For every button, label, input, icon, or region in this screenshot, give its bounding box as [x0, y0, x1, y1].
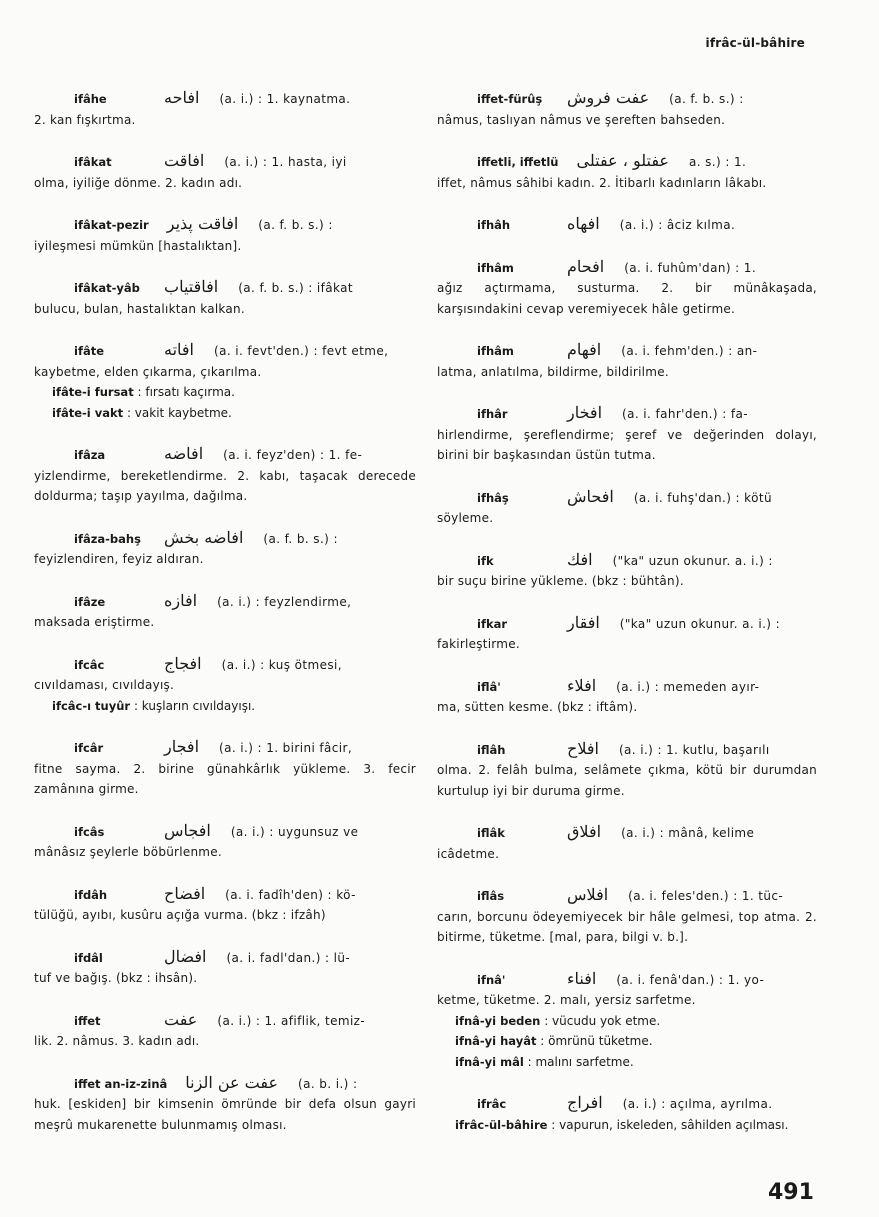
- entry-headword: iffet-fürûş: [477, 92, 543, 106]
- entry-headword: ifcâs: [74, 824, 105, 839]
- entry-headword: ifhâş: [477, 490, 509, 505]
- entry-definition: iffet, nâmus sâhibi kadın. 2. İtibarlı kadınların lâkabı.: [437, 175, 767, 190]
- entry-definition: ma, sütten kesme. (bkz : iftâm).: [437, 700, 638, 714]
- entry-arabic-script: افهاه: [567, 214, 600, 233]
- subentry-definition: : vücudu yok etme.: [544, 1013, 661, 1028]
- subentry-definition: : ömrünü tüketme.: [540, 1034, 653, 1048]
- dictionary-entry: [34, 654, 416, 717]
- entry-subentry: [455, 1011, 817, 1032]
- entry-grammar: (a. i.) : 1. kutlu, başarılı: [618, 742, 770, 757]
- entry-grammar: (a. i. feles'den.) : 1. tüc-: [628, 889, 784, 903]
- entry-lemma-line: [437, 257, 817, 279]
- entry-lemma-line: [34, 214, 416, 236]
- entry-lemma-line: [437, 88, 817, 110]
- entry-grammar: (a. i. fenâ'dan.) : 1. yo-: [616, 972, 765, 987]
- entry-definition: mânâsız şeylerle böbürlenme.: [34, 845, 222, 859]
- entry-headword: ifdâh: [74, 887, 108, 902]
- entry-lemma-line: [34, 821, 416, 843]
- entry-grammar: (a. f. b. s.) :: [258, 218, 333, 232]
- entry-headword: ifrâc: [477, 1097, 507, 1111]
- entry-arabic-script: افجار: [164, 737, 200, 756]
- entry-grammar: (a. i. fuhûm'dan) : 1.: [624, 260, 757, 275]
- entry-grammar: (a. i.) : açılma, ayrılma.: [622, 1097, 773, 1111]
- entry-definition: carın, borcunu ödeyemiyecek bir hâle gelmesi, top atma. 2. bitirme, tüketme. [mal, para, bilgi v. b.].: [437, 909, 817, 944]
- entry-arabic-script: افجاج: [164, 653, 202, 673]
- entry-definition: hirlendirme, şereflendirme; şeref ve değerinden dolayı, birini bir başkasından üstün tutma.: [437, 427, 817, 462]
- page-number: 491: [768, 1180, 814, 1205]
- entry-definition: tülüğü, ayıbı, kusûru açığa vurma. (bkz : ifzâh): [34, 908, 326, 922]
- entry-subentry: [52, 403, 416, 424]
- entry-lemma-line: [437, 969, 817, 991]
- entry-lemma-line: [34, 1010, 416, 1032]
- entry-grammar: (a. f. b. s.) :: [263, 531, 338, 546]
- entry-arabic-script: افاته: [164, 340, 194, 359]
- entry-subentry: [455, 1115, 817, 1136]
- entry-headword: iffet: [74, 1013, 101, 1028]
- entry-lemma-line: [437, 1093, 817, 1115]
- entry-lemma-line: [34, 444, 416, 466]
- entry-lemma-line: [437, 403, 817, 425]
- entry-grammar: (a. i.) : uygunsuz ve: [230, 824, 359, 839]
- dictionary-entry: [437, 822, 817, 864]
- entry-lemma-line: [34, 340, 416, 362]
- entry-lemma-line: [437, 613, 817, 635]
- entry-definition: bir suçu birine yükleme. (bkz : bühtân).: [437, 574, 684, 588]
- entry-headword: ifhâm: [477, 344, 514, 358]
- dictionary-entry: [34, 1073, 416, 1136]
- entry-lemma-line: [34, 528, 416, 550]
- entry-arabic-script: افاقت پذیر: [166, 214, 239, 233]
- subentry-headword: ifnâ-yi hayât: [455, 1034, 537, 1048]
- entry-arabic-script: افازه: [164, 590, 198, 610]
- entry-arabic-script: افاحه: [164, 88, 200, 107]
- running-header: ifrâc-ül-bâhire: [705, 36, 805, 50]
- entry-subentry: [52, 696, 416, 717]
- entry-headword: ifcâc: [74, 657, 105, 672]
- entry-definition: latma, anlatılma, bildirme, bildirilme.: [437, 364, 669, 379]
- dictionary-entry: [34, 947, 416, 989]
- entry-lemma-line: [437, 550, 817, 572]
- entry-headword: ifâze: [74, 594, 106, 609]
- entry-lemma-line: [34, 884, 416, 906]
- entry-subentry: [52, 382, 416, 403]
- entry-grammar: (a. b. i.) :: [298, 1076, 358, 1091]
- entry-definition: tuf ve bağış. (bkz : ihsân).: [34, 971, 198, 985]
- dictionary-entry: [437, 885, 817, 948]
- subentry-headword: ifrâc-ül-bâhire: [455, 1117, 548, 1132]
- entry-lemma-line: [437, 214, 817, 236]
- dictionary-entry: [34, 340, 416, 423]
- entry-lemma-line: [437, 822, 817, 844]
- entry-grammar: (a. i.) : kuş ötmesi,: [221, 657, 342, 672]
- entry-arabic-script: افهام: [567, 340, 602, 359]
- entry-grammar: (a. i. fuhş'dan.) : kötü: [633, 490, 772, 505]
- entry-headword: ifâkat-yâb: [74, 281, 140, 295]
- entry-arabic-script: افخار: [567, 403, 603, 422]
- entry-grammar: (a. f. b. s.) : ifâkat: [238, 281, 354, 295]
- entry-arabic-script: افراج: [567, 1093, 603, 1112]
- dictionary-entry: [437, 340, 817, 382]
- dictionary-entry: [437, 613, 817, 655]
- entry-arabic-script: افحام: [567, 256, 605, 276]
- entry-arabic-script: افلاء: [567, 675, 597, 695]
- entry-lemma-line: [437, 739, 817, 761]
- entry-grammar: (a. i. fadl'dan.) : lü-: [226, 950, 351, 965]
- entry-lemma-line: [34, 277, 416, 299]
- entry-headword: ifâkat-pezir: [74, 218, 149, 232]
- dictionary-entry: [437, 739, 817, 802]
- entry-headword: ifhâr: [477, 407, 508, 421]
- entry-headword: ifâza-bahş: [74, 531, 141, 546]
- entry-grammar: (a. i. fahr'den.) : fa-: [622, 407, 748, 421]
- subentry-definition: : vapurun, iskeleden, sâhilden açılması.: [551, 1117, 789, 1132]
- entry-headword: ifdâl: [74, 950, 103, 965]
- entry-headword: ifhâh: [477, 218, 511, 232]
- entry-headword: ifnâ': [477, 972, 506, 987]
- dictionary-entry: [437, 969, 817, 1073]
- entry-lemma-line: [437, 151, 817, 173]
- dictionary-entry: [34, 528, 416, 570]
- entry-definition: fitne sayma. 2. birine günahkârlık yükleme. 3. fecir zamânına girme.: [34, 761, 416, 796]
- entry-definition: olma, iyiliğe dönme. 2. kadın adı.: [34, 175, 243, 190]
- entry-headword: iflâh: [477, 742, 506, 757]
- entry-definition: fakirleştirme.: [437, 637, 520, 651]
- right-column: [437, 88, 817, 1156]
- subentry-definition: : malını sarfetme.: [527, 1054, 634, 1069]
- dictionary-entry: [437, 88, 817, 130]
- entry-subentry: [455, 1052, 817, 1073]
- entry-definition: ağız açtırmama, susturma. 2. bir münâkaşada, karşısındakini cevap veremiyecek hâle getirme.: [437, 281, 817, 316]
- entry-headword: iffetli, iffetlü: [477, 155, 559, 169]
- entry-headword: iflâk: [477, 826, 505, 840]
- entry-headword: ifk: [477, 553, 494, 568]
- entry-arabic-script: افاقت: [164, 151, 205, 170]
- entry-arabic-script: افاضه بخش: [164, 527, 244, 547]
- entry-headword: ifâte: [74, 344, 105, 358]
- entry-lemma-line: [34, 1073, 416, 1095]
- entry-grammar: (a. i.) : âciz kılma.: [619, 218, 736, 232]
- subentry-headword: ifâte-i vakt: [52, 405, 124, 420]
- entry-definition: bulucu, bulan, hastalıktan kalkan.: [34, 301, 245, 316]
- entry-grammar: (a. i.) : 1. afiflik, temiz-: [217, 1013, 366, 1028]
- entry-lemma-line: [437, 487, 817, 509]
- entry-arabic-script: افناء: [567, 968, 597, 988]
- entry-headword: ifhâm: [477, 260, 514, 275]
- entry-lemma-line: [437, 340, 817, 362]
- entry-subentry: [455, 1031, 817, 1052]
- entry-arabic-script: عفتلو ، عفتلى: [576, 151, 669, 170]
- entry-definition: cıvıldaması, cıvıldayış.: [34, 678, 175, 692]
- dictionary-entry: [437, 550, 817, 592]
- dictionary-entry: [34, 591, 416, 633]
- entry-grammar: (a. i.) : 1. hasta, iyi: [224, 155, 347, 169]
- entry-arabic-script: افضال: [164, 946, 207, 966]
- entry-arabic-script: افاقتیاب: [164, 277, 219, 296]
- subentry-definition: : fırsatı kaçırma.: [137, 385, 235, 399]
- subentry-definition: : kuşların cıvıldayışı.: [133, 698, 256, 713]
- entry-definition: yizlendirme, bereketlendirme. 2. kabı, taşacak derecede doldurma; taşıp yayılma, dağılma.: [34, 468, 416, 503]
- subentry-headword: ifnâ-yi mâl: [455, 1054, 524, 1069]
- dictionary-entry: [34, 821, 416, 863]
- entry-arabic-script: عفت فروش: [567, 88, 650, 107]
- entry-grammar: (a. i. fevt'den.) : fevt etme,: [214, 344, 389, 358]
- entry-arabic-script: عفت عن الزنا: [185, 1072, 279, 1092]
- entry-arabic-script: افجاس: [164, 820, 211, 840]
- entry-grammar: (a. i. fehm'den.) : an-: [621, 344, 758, 358]
- entry-arabic-script: افضاح: [164, 883, 206, 903]
- entry-lemma-line: [34, 947, 416, 969]
- entry-grammar: (a. i.) : mânâ, kelime: [621, 826, 755, 840]
- entry-arabic-script: افحاش: [567, 486, 614, 506]
- dictionary-entry: [437, 257, 817, 320]
- entry-grammar: (a. i.) : feyzlendirme,: [217, 594, 352, 609]
- subentry-headword: ifcâc-ı tuyûr: [52, 698, 131, 713]
- dictionary-entry: [437, 1093, 817, 1135]
- entry-definition: ketme, tüketme. 2. malı, yersiz sarfetme.: [437, 993, 696, 1007]
- dictionary-entry: [437, 151, 817, 193]
- entry-definition: nâmus, taslıyan nâmus ve şereften bahseden.: [437, 112, 726, 127]
- dictionary-entry: [437, 487, 817, 529]
- entry-lemma-line: [34, 737, 416, 759]
- entry-grammar: ("ka" uzun okunur. a. i.) :: [612, 553, 773, 568]
- dictionary-entry: [437, 676, 817, 718]
- dictionary-entry: [437, 403, 817, 466]
- entry-grammar: (a. f. b. s.) :: [669, 92, 744, 106]
- dictionary-entry: [34, 277, 416, 319]
- entry-arabic-script: افاضه: [164, 444, 204, 463]
- entry-definition: lik. 2. nâmus. 3. kadın adı.: [34, 1034, 200, 1048]
- entry-grammar: (a. i. fadîh'den) : kö-: [225, 887, 356, 902]
- entry-definition: iyileşmesi mümkün [hastalıktan].: [34, 238, 242, 253]
- dictionary-entry: [34, 214, 416, 256]
- entry-grammar: (a. i.) : memeden ayır-: [616, 679, 760, 694]
- entry-arabic-script: افك: [567, 549, 593, 569]
- entry-arabic-script: افلاس: [567, 885, 609, 904]
- dictionary-entry: [34, 1010, 416, 1052]
- entry-headword: iffet an-iz-zinâ: [74, 1076, 168, 1091]
- dictionary-entry: [34, 737, 416, 800]
- subentry-definition: : vakit kaybetme.: [126, 405, 232, 420]
- entry-arabic-script: افقار: [567, 612, 600, 632]
- entry-definition: feyizlendiren, feyiz aldıran.: [34, 552, 204, 566]
- entry-lemma-line: [437, 885, 817, 907]
- dictionary-entry: [34, 151, 416, 193]
- entry-definition: olma. 2. felâh bulma, selâmete çıkma, kötü bir durumdan kurtulup iyi bir duruma girme.: [437, 763, 817, 798]
- entry-grammar: (a. i.) : 1. birini fâcir,: [219, 741, 353, 755]
- left-column: [34, 88, 416, 1156]
- entry-grammar: (a. i.) : 1. kaynatma.: [219, 92, 351, 106]
- entry-grammar: a. s.) : 1.: [688, 155, 747, 169]
- dictionary-entry: [437, 214, 817, 236]
- entry-headword: iflâs: [477, 889, 505, 903]
- entry-headword: iflâ': [477, 679, 501, 694]
- entry-definition: icâdetme.: [437, 846, 500, 861]
- entry-headword: ifâkat: [74, 155, 112, 169]
- entry-arabic-script: افلاح: [567, 738, 599, 758]
- entry-definition: huk. [eskiden] bir kimsenin ömründe bir defa olsun gayri meşrû mukarenette bulunmamış olması.: [34, 1097, 416, 1132]
- entry-grammar: (a. i. feyz'den) : 1. fe-: [223, 448, 363, 462]
- entry-headword: ifcâr: [74, 741, 104, 755]
- dictionary-entry: [34, 444, 416, 507]
- entry-grammar: ("ka" uzun okunur. a. i.) :: [619, 616, 781, 631]
- entry-definition: kaybetme, elden çıkarma, çıkarılma.: [34, 364, 262, 379]
- entry-lemma-line: [34, 591, 416, 613]
- subentry-headword: ifâte-i fursat: [52, 385, 134, 399]
- entry-lemma-line: [34, 88, 416, 110]
- entry-definition: söyleme.: [437, 511, 494, 525]
- subentry-headword: ifnâ-yi beden: [455, 1013, 541, 1028]
- entry-arabic-script: افلاق: [567, 822, 602, 841]
- entry-headword: ifâza: [74, 448, 106, 462]
- entry-headword: ifkar: [477, 616, 508, 631]
- dictionary-entry: [34, 88, 416, 130]
- entry-definition: 2. kan fışkırtma.: [34, 112, 136, 127]
- entry-lemma-line: [437, 676, 817, 698]
- dictionary-entry: [34, 884, 416, 926]
- entry-arabic-script: عفت: [164, 1009, 198, 1029]
- entry-lemma-line: [34, 151, 416, 173]
- entry-headword: ifâhe: [74, 92, 107, 106]
- entry-definition: maksada eriştirme.: [34, 615, 155, 629]
- entry-lemma-line: [34, 654, 416, 676]
